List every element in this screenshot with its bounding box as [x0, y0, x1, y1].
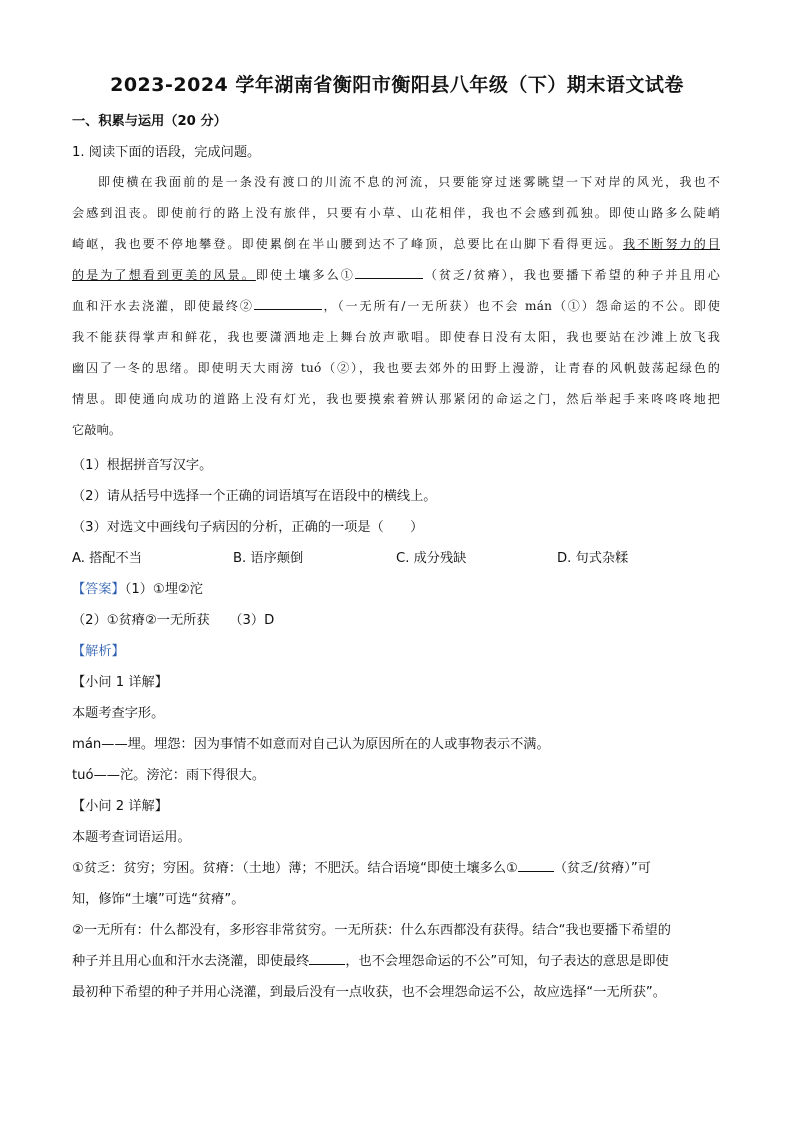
page-title: 2023-2024 学年湖南省衡阳市衡阳县八年级（下）期末语文试卷 — [110, 74, 684, 96]
detail-text-part: （贫乏/贫瘠）”可 — [553, 861, 651, 876]
detail-heading-1: 【小问 1 详解】 — [72, 675, 168, 690]
fill-blank-1[interactable] — [355, 267, 423, 279]
inline-blank — [309, 953, 345, 965]
sub-question-2: （2）请从括号中选择一个正确的词语填写在语段中的横线上。 — [72, 489, 437, 504]
detail-text — [72, 857, 651, 876]
sub-question-1: （1）根据拼音写汉字。 — [72, 458, 213, 473]
inline-blank — [518, 860, 554, 872]
option-d[interactable]: D. 句式杂糅 — [557, 551, 629, 566]
detail-text — [72, 950, 669, 969]
answer-tag: 【答案】 — [72, 582, 125, 597]
detail-text: 本题考查词语运用。 — [72, 830, 191, 845]
passage-line: 它敲响。 — [72, 423, 122, 437]
passage-line — [72, 235, 720, 252]
fill-blank-2[interactable] — [254, 298, 322, 310]
detail-text-part: ，也不会埋怨命运的不公”可知，句子表达的意思是即使 — [345, 954, 669, 969]
detail-text-part: 种子并且用心血和汗水去浇灌，即使最终 — [72, 954, 310, 969]
detail-text: ②一无所有：什么都没有，多形容非常贫穷。一无所获：什么东西都没有获得。结合“我也要播下希望的 — [72, 923, 671, 938]
detail-text: mán——埋。埋怨：因为事情不如意而对自己认为原因所在的人或事物表示不满。 — [72, 737, 550, 752]
detail-heading-2: 【小问 2 详解】 — [72, 799, 168, 814]
question-intro: 1. 阅读下面的语段，完成问题。 — [72, 145, 261, 160]
detail-text: tuó——沱。滂沱：雨下得很大。 — [72, 768, 266, 783]
passage-line: 会感到沮丧。即使前行的路上没有旅伴，只要有小草、山花相伴，我也不会感到孤独。即使山路多么陡峭 — [72, 206, 720, 220]
option-b[interactable]: B. 语序颠倒 — [233, 551, 304, 566]
answer-text: （1）①埋②沱 — [124, 582, 203, 597]
detail-text: 本题考查字形。 — [72, 706, 165, 721]
option-c[interactable]: C. 成分残缺 — [396, 551, 467, 566]
answer-line: （2）①贫瘠②一无所获 （3）D — [72, 613, 275, 628]
option-a[interactable]: A. 搭配不当 — [72, 551, 142, 566]
passage-line: 我不能获得掌声和鲜花，我也要潇洒地走上舞台放声歌唱。即使春日没有太阳，我也要站在沙滩上放飞我 — [72, 330, 720, 344]
passage-text: 即使土壤多么① — [255, 268, 355, 282]
passage-line: 即使横在我面前的是一条没有渡口的川流不息的河流，只要能穿过迷雾眺望一下对岸的风光，我也不 — [98, 175, 720, 189]
passage-text: ，（一无所有/一无所获）也不会 mán（①）怨命运的不公。即使 — [321, 299, 720, 313]
detail-text: 知，修饰“土壤”可选“贫瘠”。 — [72, 892, 245, 907]
underlined-sentence: 的是为了想看到更美的风景。 — [72, 268, 256, 282]
passage-line: 幽囚了一冬的思绪。即使明天大雨滂 tuó（②），我也要去郊外的田野上漫游，让青春的风帆鼓荡起绿色的 — [72, 361, 720, 375]
analysis-tag: 【解析】 — [72, 644, 125, 659]
section-heading: 一、积累与运用（20 分） — [72, 114, 227, 129]
sub-question-3: （3）对选文中画线句子病因的分析，正确的一项是（ ） — [72, 520, 424, 535]
passage-line: 情思。即使通向成功的道路上没有灯光，我也要摸索着辨认那紧闭的命运之门，然后举起手来咚咚咚地把 — [72, 392, 720, 406]
answer-line — [72, 578, 203, 597]
detail-text-part: ①贫乏：贫穷；穷困。贫瘠：（土地）薄；不肥沃。结合语境“即使土壤多么① — [72, 861, 518, 876]
passage-text: 崎岖，我也要不停地攀登。即使累倒在半山腰到达不了峰顶，总要比在山脚下看得更远。 — [72, 237, 623, 251]
detail-text: 最初种下希望的种子并用心浇灌，到最后没有一点收获，也不会埋怨命运不公，故应选择“一无所获”。 — [72, 985, 666, 1000]
passage-text: 血和汗水去浇灌，即使最终② — [72, 299, 254, 313]
passage-line — [72, 297, 720, 314]
passage-line — [72, 266, 720, 283]
passage-text: （贫乏/贫瘠），我也要播下希望的种子并且用心 — [422, 268, 720, 282]
underlined-sentence: 我不断努力的目 — [622, 237, 720, 251]
